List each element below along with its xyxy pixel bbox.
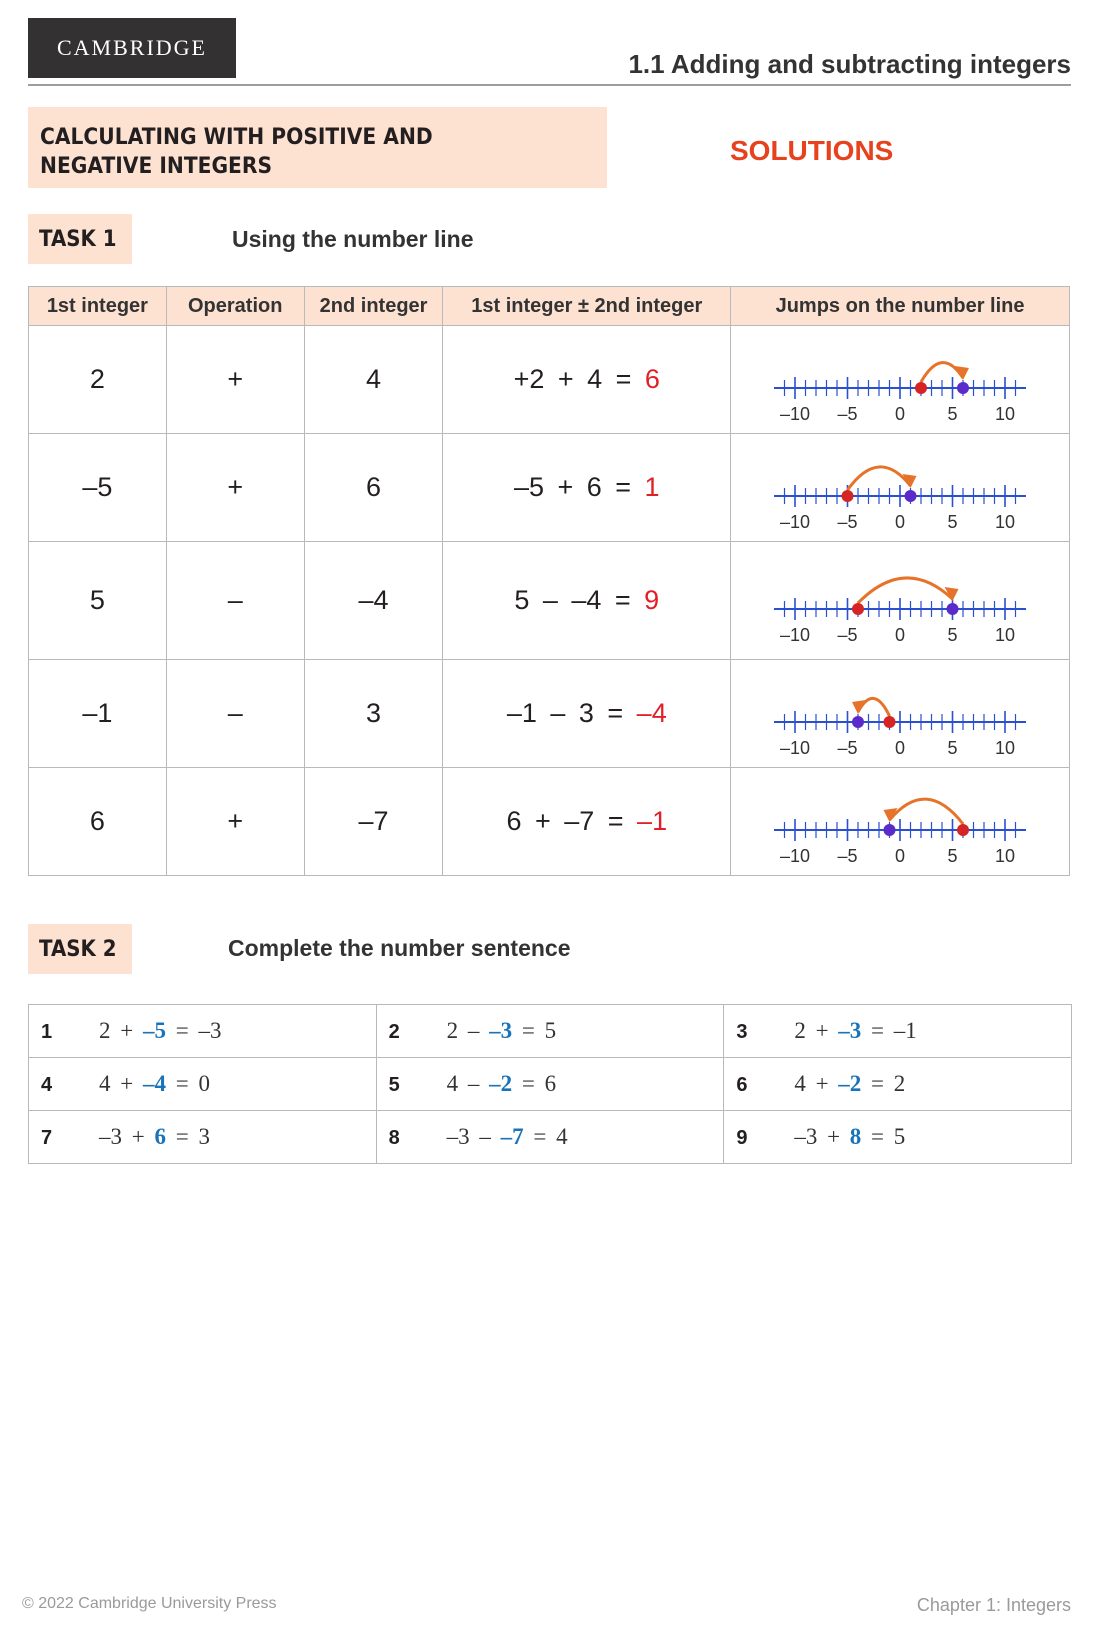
question-cell: [376, 1005, 724, 1058]
number-sentence: [794, 1018, 916, 1043]
number-sentence: [447, 1018, 556, 1043]
question-cell: [376, 1058, 724, 1111]
col-header: Jumps on the number line: [731, 287, 1070, 326]
task-2-tag: TASK 2: [28, 924, 132, 974]
sentence-end: = –1: [861, 1018, 917, 1043]
result: 9: [644, 585, 660, 615]
copyright: © 2022 Cambridge University Press: [22, 1595, 277, 1612]
header-divider: [28, 84, 1071, 86]
number-sentence: [447, 1124, 568, 1149]
sum-cell: [443, 326, 731, 434]
col-header: 1st integer ± 2nd integer: [443, 287, 731, 326]
question-cell: [724, 1005, 1072, 1058]
table-header-row: [29, 287, 1070, 326]
question-number: 4: [41, 1074, 53, 1096]
tick-label: 0: [895, 624, 906, 645]
table-row: [29, 768, 1070, 876]
question-cell: [29, 1111, 377, 1164]
question-number: 2: [388, 1021, 400, 1043]
tick-label: 10: [995, 845, 1016, 866]
expression: +2 + 4 =: [513, 364, 632, 394]
tick-label: –10: [780, 403, 811, 424]
sentence-end: = 5: [861, 1124, 906, 1149]
jump-arrow: [921, 362, 963, 381]
result: 6: [644, 364, 660, 394]
sentence-end: = 4: [523, 1124, 568, 1149]
tick-label: –10: [780, 624, 811, 645]
question-cell: [724, 1111, 1072, 1164]
number-line: [750, 332, 1050, 428]
sentence-start: –3 +: [794, 1124, 850, 1149]
operation: +: [166, 768, 304, 876]
banner-line-2: NEGATIVE INTEGERS: [40, 154, 273, 179]
sentence-start: 4 –: [446, 1071, 490, 1096]
result: 1: [644, 472, 660, 502]
sentence-start: 2 +: [794, 1018, 839, 1043]
sentence-end: = 6: [512, 1071, 557, 1096]
tick-label: 5: [947, 737, 958, 758]
question-number: 1: [41, 1021, 53, 1043]
number-line-cell: [731, 542, 1070, 660]
operation: +: [166, 434, 304, 542]
table-row: [29, 326, 1070, 434]
sum-cell: [443, 542, 731, 660]
table-row: [29, 660, 1070, 768]
number-line: [750, 553, 1050, 649]
question-cell: [376, 1111, 724, 1164]
page-title: 1.1 Adding and subtracting integers: [628, 49, 1071, 79]
result: –4: [636, 698, 667, 728]
number-sentence: [99, 1071, 210, 1096]
number-line: [750, 666, 1050, 762]
tick-label: –10: [780, 737, 811, 758]
question-number: 6: [736, 1074, 748, 1096]
tick-label: –5: [837, 624, 858, 645]
jump-arrow: [848, 466, 911, 489]
start-point: [842, 490, 854, 502]
end-point: [884, 824, 896, 836]
answer: –5: [142, 1018, 166, 1043]
tick-label: –5: [837, 403, 858, 424]
first-integer: –1: [29, 660, 167, 768]
col-header: 1st integer: [29, 287, 167, 326]
number-sentence: [447, 1071, 556, 1096]
first-integer: –5: [29, 434, 167, 542]
table-row: [29, 434, 1070, 542]
question-number: 3: [736, 1021, 748, 1043]
col-header: Operation: [166, 287, 304, 326]
jump-arrow: [858, 577, 953, 602]
number-line-cell: [731, 660, 1070, 768]
number-sentence: [99, 1124, 210, 1149]
start-point: [957, 824, 969, 836]
arrow-head: [955, 366, 969, 380]
chapter-label: Chapter 1: Integers: [916, 1595, 1071, 1615]
tick-label: 5: [947, 845, 958, 866]
banner-line-1: CALCULATING WITH POSITIVE AND: [40, 125, 433, 150]
start-point: [852, 603, 864, 615]
result: –1: [637, 806, 668, 836]
tick-label: 5: [947, 624, 958, 645]
table-row: [29, 1005, 1072, 1058]
sentence-start: 2 –: [446, 1018, 490, 1043]
second-integer: 3: [304, 660, 443, 768]
sentence-start: 4 +: [99, 1071, 143, 1096]
tick-label: 10: [995, 624, 1016, 645]
sentence-start: –3 –: [446, 1124, 501, 1149]
start-point: [884, 716, 896, 728]
tick-label: 0: [895, 845, 906, 866]
end-point: [957, 382, 969, 394]
col-header: 2nd integer: [304, 287, 443, 326]
arrow-head: [852, 700, 866, 714]
number-line: [750, 774, 1050, 870]
number-sentence: [794, 1124, 905, 1149]
question-number: 7: [41, 1127, 53, 1149]
number-line-cell: [731, 434, 1070, 542]
tick-label: 5: [947, 511, 958, 532]
question-cell: [29, 1058, 377, 1111]
second-integer: 4: [304, 326, 443, 434]
sentence-start: 4 +: [794, 1071, 839, 1096]
first-integer: 2: [29, 326, 167, 434]
expression: –5 + 6 =: [513, 472, 632, 502]
second-integer: –7: [304, 768, 443, 876]
second-integer: 6: [304, 434, 443, 542]
table-row: [29, 542, 1070, 660]
answer: –4: [142, 1071, 166, 1096]
expression: 6 + –7 =: [506, 806, 624, 836]
tick-label: –10: [780, 845, 811, 866]
sentence-start: –3 +: [99, 1124, 155, 1149]
question-number: 8: [388, 1127, 400, 1149]
number-line-cell: [731, 326, 1070, 434]
table-row: [29, 1111, 1072, 1164]
tick-label: 10: [995, 737, 1016, 758]
expression: –1 – 3 =: [506, 698, 624, 728]
tick-label: –10: [780, 511, 811, 532]
number-line-cell: [731, 768, 1070, 876]
sentence-end: = –3: [165, 1018, 222, 1043]
second-integer: –4: [304, 542, 443, 660]
tick-label: 10: [995, 403, 1016, 424]
sum-cell: [443, 434, 731, 542]
first-integer: 5: [29, 542, 167, 660]
end-point: [947, 603, 959, 615]
question-cell: [29, 1005, 377, 1058]
sentence-start: 2 +: [99, 1018, 143, 1043]
task-1-tag: TASK 1: [28, 214, 132, 264]
sentence-end: = 3: [165, 1124, 210, 1149]
answer: –2: [838, 1071, 862, 1096]
task-2-title: Complete the number sentence: [228, 935, 571, 961]
end-point: [905, 490, 917, 502]
solutions-label: SOLUTIONS: [730, 135, 894, 166]
question-cell: [724, 1058, 1072, 1111]
tick-label: 0: [895, 403, 906, 424]
number-sentence: [794, 1071, 905, 1096]
task-1-table: [28, 286, 1070, 876]
operation: –: [166, 542, 304, 660]
task-1-title: Using the number line: [232, 226, 474, 252]
topic-banner: [28, 107, 607, 188]
tick-label: –5: [837, 511, 858, 532]
number-sentence: [99, 1018, 221, 1043]
operation: –: [166, 660, 304, 768]
first-integer: 6: [29, 768, 167, 876]
sum-cell: [443, 768, 731, 876]
sentence-end: = 5: [512, 1018, 557, 1043]
answer: –2: [489, 1071, 513, 1096]
question-number: 5: [388, 1074, 400, 1096]
tick-label: 0: [895, 737, 906, 758]
sentence-end: = 0: [165, 1071, 210, 1096]
table-row: [29, 1058, 1072, 1111]
task-2-table: [28, 1004, 1072, 1164]
answer: –3: [489, 1018, 513, 1043]
cambridge-logo: CAMBRIDGE: [28, 18, 236, 78]
answer: 6: [154, 1124, 166, 1149]
operation: +: [166, 326, 304, 434]
answer: –7: [500, 1124, 524, 1149]
tick-label: 10: [995, 511, 1016, 532]
end-point: [852, 716, 864, 728]
tick-label: 5: [947, 403, 958, 424]
sentence-end: = 2: [861, 1071, 906, 1096]
answer: –3: [838, 1018, 862, 1043]
sum-cell: [443, 660, 731, 768]
tick-label: –5: [837, 845, 858, 866]
start-point: [915, 382, 927, 394]
answer: 8: [849, 1124, 862, 1149]
tick-label: –5: [837, 737, 858, 758]
tick-label: 0: [895, 511, 906, 532]
number-line: [750, 440, 1050, 536]
expression: 5 – –4 =: [514, 585, 631, 615]
question-number: 9: [736, 1127, 748, 1149]
